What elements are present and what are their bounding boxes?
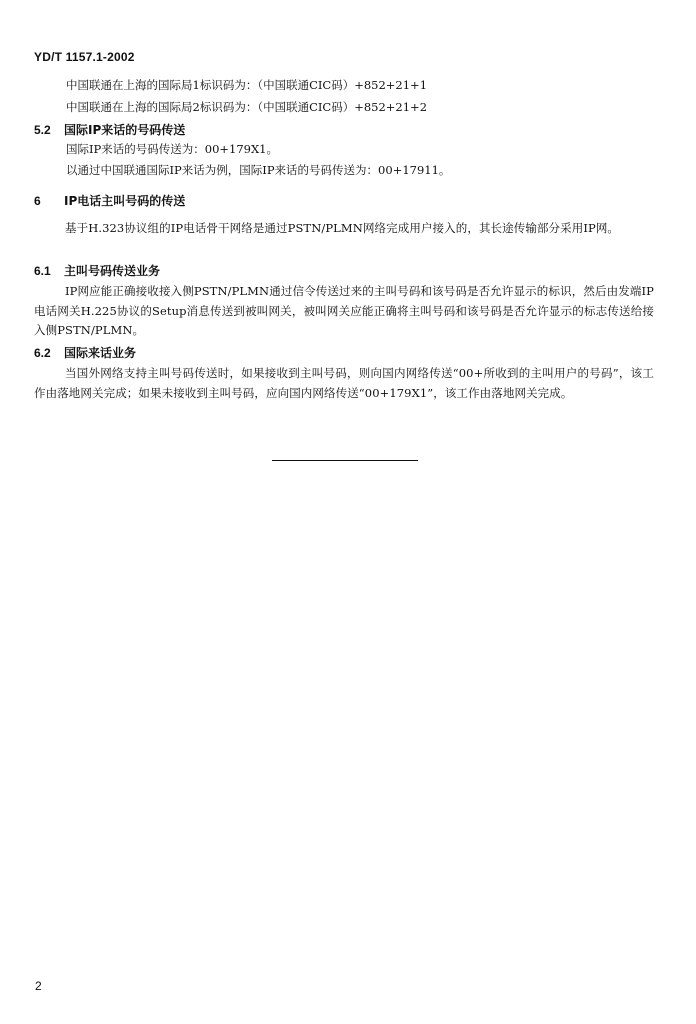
section-title: 国际来话业务 (64, 346, 137, 360)
section-title: 主叫号码传送业务 (64, 264, 161, 278)
section-heading-6-2 (34, 344, 136, 361)
page-number: 2 (35, 979, 42, 993)
section-number: 6.1 (34, 264, 51, 278)
section-6-1-paragraph: IP网应能正确接收接入侧PSTN/PLMN通过信令传送过来的主叫号码和该号码是否允许显示的标识，然后由发端IP电话网关H.225协议的Setup消息传送到被叫网关，被叫网关应能正确将主叫号码和该号码是否允许显示的标志传送给接入侧PSTN/PLMN。 (34, 284, 654, 337)
identifier-line-2: 中国联通在上海的国际局2标识码为：（中国联通CIC码）+852+21+2 (66, 100, 428, 114)
section-5-2-line-2: 以通过中国联通国际IP来话为例，国际IP来话的号码传送为：00+17911。 (66, 163, 451, 177)
document-code-header: YD/T 1157.1-2002 (34, 50, 135, 64)
section-heading-6-1 (34, 262, 160, 279)
section-number: 6.2 (34, 346, 51, 360)
section-heading-5-2 (34, 121, 185, 138)
section-number: 5.2 (34, 123, 51, 137)
section-title: 国际IP来话的号码传送 (64, 123, 186, 137)
section-number: 6 (34, 194, 41, 208)
section-heading-6 (34, 192, 185, 209)
section-6-2-paragraph: 当国外网络支持主叫号码传送时，如果接收到主叫号码，则向国内网络传送“00+所收到的主叫用户的号码”，该工作由落地网关完成；如果未接收到主叫号码，应向国内网络传送“00+179X1”，该工作由落地网关完成。 (34, 366, 654, 400)
end-of-document-rule (272, 460, 418, 461)
section-6-paragraph: 基于H.323协议组的IP电话骨干网络是通过PSTN/PLMN网络完成用户接入的，其长途传输部分采用IP网。 (65, 221, 620, 235)
section-title: IP电话主叫号码的传送 (64, 194, 186, 208)
identifier-line-1: 中国联通在上海的国际局1标识码为：（中国联通CIC码）+852+21+1 (66, 78, 428, 92)
section-5-2-line-1: 国际IP来话的号码传送为：00+179X1。 (66, 142, 279, 156)
